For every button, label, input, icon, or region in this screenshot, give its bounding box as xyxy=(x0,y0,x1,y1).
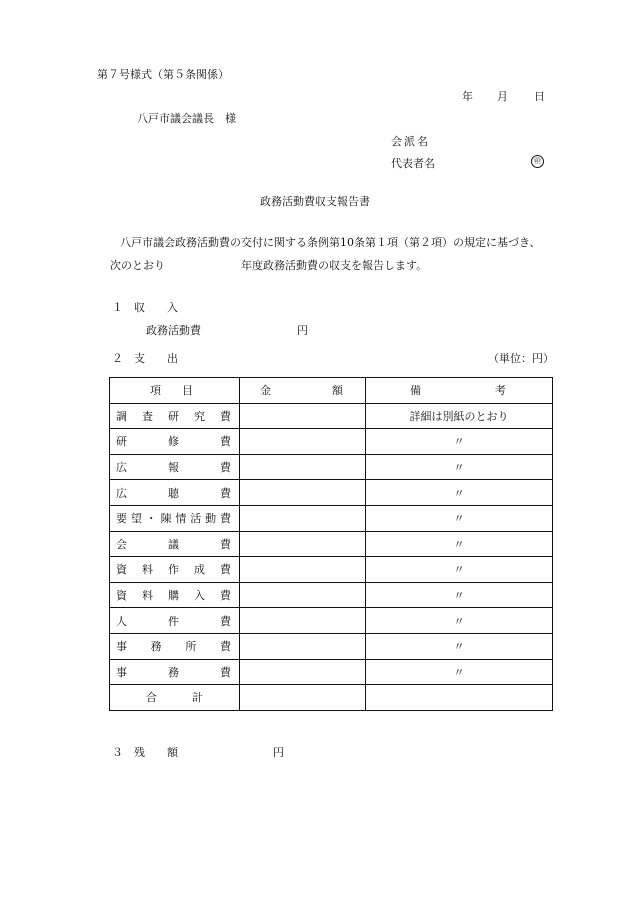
row-amount-cell xyxy=(240,582,366,608)
row-note: 〃 xyxy=(366,480,553,506)
row-category: 事務費 xyxy=(110,659,240,685)
row-amount-cell xyxy=(240,659,366,685)
table-row xyxy=(110,403,553,429)
row-category: 資料作成費 xyxy=(110,557,240,583)
row-amount-cell xyxy=(240,429,366,455)
row-amount-cell xyxy=(240,633,366,659)
table-row xyxy=(110,633,553,659)
table-row xyxy=(110,659,553,685)
body-text-line-2-start: 次のとおり xyxy=(110,259,165,272)
document-title: 政務活動費収支報告書 xyxy=(260,195,370,208)
row-category: 資料購入費 xyxy=(110,582,240,608)
row-note: 詳細は別紙のとおり xyxy=(366,403,553,429)
row-amount-cell xyxy=(240,531,366,557)
row-note: 〃 xyxy=(366,659,553,685)
row-category: 調査研究費 xyxy=(110,403,240,429)
header-note: 備考 xyxy=(366,378,553,404)
table-header-row xyxy=(110,378,553,404)
seal-mark: ㊞ xyxy=(531,155,544,168)
section-expense-heading: ２ 支 出 xyxy=(112,352,178,365)
faction-name-label: 会派名 xyxy=(391,135,430,148)
section-balance-heading: ３ 残 額 xyxy=(112,746,178,759)
row-category: 広報費 xyxy=(110,454,240,480)
row-note: 〃 xyxy=(366,557,553,583)
body-text-line-1: 八戸市議会政務活動費の交付に関する条例第10条第１項（第２項）の規定に基づき、 xyxy=(120,236,541,249)
table-row xyxy=(110,608,553,634)
row-amount-cell xyxy=(240,454,366,480)
total-label: 合計 xyxy=(110,685,240,711)
representative-name-label: 代表者名 xyxy=(391,157,435,170)
header-item: 項目 xyxy=(110,378,240,404)
section-income-heading: １ 収 入 xyxy=(112,301,178,314)
row-note: 〃 xyxy=(366,454,553,480)
header-amount: 金額 xyxy=(240,378,366,404)
row-note: 〃 xyxy=(366,429,553,455)
row-note: 〃 xyxy=(366,505,553,531)
table-row xyxy=(110,557,553,583)
form-number: 第７号様式（第５条関係） xyxy=(97,68,229,81)
table-row xyxy=(110,480,553,506)
income-yen-unit: 円 xyxy=(297,324,308,337)
row-category: 広聴費 xyxy=(110,480,240,506)
row-amount-cell xyxy=(240,403,366,429)
body-text-line-2 xyxy=(110,257,427,273)
row-note: 〃 xyxy=(366,608,553,634)
row-note: 〃 xyxy=(366,582,553,608)
addressee: 八戸市議会議長 様 xyxy=(137,112,236,125)
date-day-label: 日 xyxy=(534,90,545,103)
table-row xyxy=(110,505,553,531)
table-total-row xyxy=(110,685,553,711)
body-text-line-2-end: 年度政務活動費の収支を報告します。 xyxy=(241,259,428,272)
row-category: 会議費 xyxy=(110,531,240,557)
balance-yen-unit: 円 xyxy=(273,746,284,759)
row-category: 研修費 xyxy=(110,429,240,455)
date-month-label: 月 xyxy=(497,90,508,103)
row-category: 人件費 xyxy=(110,608,240,634)
row-amount-cell xyxy=(240,480,366,506)
row-amount-cell xyxy=(240,557,366,583)
table-row xyxy=(110,582,553,608)
unit-label: （単位：円） xyxy=(488,352,554,365)
row-note: 〃 xyxy=(366,531,553,557)
row-amount-cell xyxy=(240,505,366,531)
income-item-label: 政務活動費 xyxy=(146,324,201,337)
expense-table xyxy=(109,377,553,711)
row-category: 要望・陳情活動費 xyxy=(110,505,240,531)
row-note: 〃 xyxy=(366,633,553,659)
table-row xyxy=(110,454,553,480)
table-row xyxy=(110,429,553,455)
row-category: 事務所費 xyxy=(110,633,240,659)
table-row xyxy=(110,531,553,557)
date-year-label: 年 xyxy=(462,90,473,103)
row-amount-cell xyxy=(240,608,366,634)
total-amount-cell xyxy=(240,685,366,711)
total-note-cell xyxy=(366,685,553,711)
